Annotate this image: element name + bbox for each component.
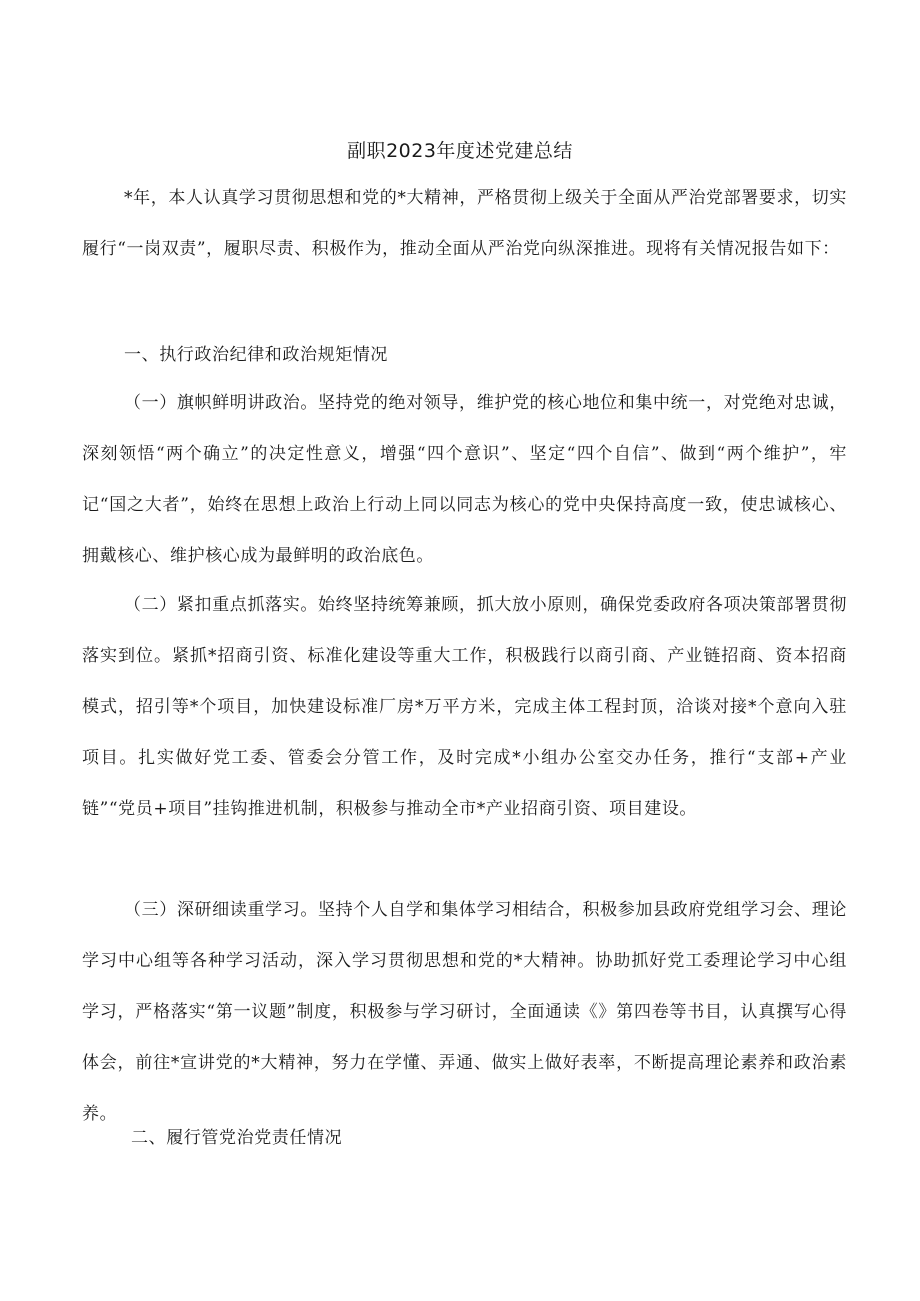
paragraph-implementation: （二）紧扣重点抓落实。始终坚持统筹兼顾，抓大放小原则，确保党委政府各项决策部署贯彻落实到位。紧抓*招商引资、标准化建设等重大工作，积极践行以商引商、产业链招商、资本招商模式，招引等*个项目，加快建设标准厂房*万平方米，完成主体工程封顶，洽谈对接*个意向入驻项目。扎实做好党工委、管委会分管工作，及时完成*小组办公室交办任务，推行“支部+产业链”“党员+项目”挂钩推进机制，积极参与推动全市*产业招商引资、项目建设。	[82, 595, 847, 819]
paragraph-political-stance: （一）旗帜鲜明讲政治。坚持党的绝对领导，维护党的核心地位和集中统一，对党绝对忠诚，深刻领悟“两个确立”的决定性意义，增强“四个意识”、坚定“四个自信”、做到“两个维护”，牢记“国之大者”，始终在思想上政治上行动上同以同志为核心的党中央保持高度一致，使忠诚核心、拥戴核心、维护核心成为最鲜明的政治底色。	[82, 393, 847, 566]
section-heading-1: 一、执行政治纪律和政治规矩情况	[124, 345, 388, 365]
section-heading-2: 二、履行管党治党责任情况	[131, 1128, 343, 1148]
paragraph-study: （三）深研细读重学习。坚持个人自学和集体学习相结合，积极参加县政府党组学习会、理论学习中心组等各种学习活动，深入学习贯彻思想和党的*大精神。协助抓好党工委理论学习中心组学习，严格落实“第一议题”制度，积极参与学习研讨，全面通读《》第四卷等书目，认真撰写心得体会，前往*宣讲党的*大精神，努力在学懂、弄通、做实上做好表率，不断提高理论素养和政治素养。	[82, 900, 847, 1124]
intro-paragraph: *年，本人认真学习贯彻思想和党的*大精神，严格贯彻上级关于全面从严治党部署要求，切实履行“一岗双责”，履职尽责、积极作为，推动全面从严治党向纵深推进。现将有关情况报告如下：	[82, 188, 847, 259]
document-title: 副职2023年度述党建总结	[347, 140, 573, 162]
